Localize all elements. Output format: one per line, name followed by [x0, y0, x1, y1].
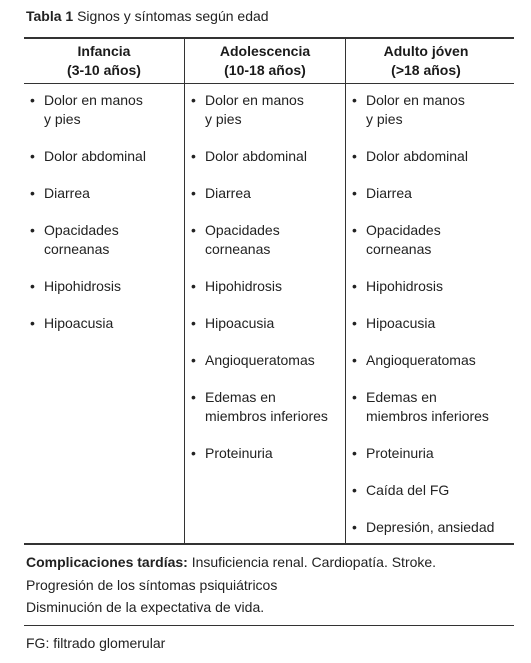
bullet-icon: •: [191, 185, 196, 201]
list-item-text: Dolor abdominal: [366, 148, 468, 164]
list-item: [191, 388, 341, 426]
list-item: [30, 277, 180, 296]
list-item: [352, 277, 502, 296]
list-item: [352, 221, 502, 259]
list-item: [191, 221, 341, 259]
complications-line-3: Disminución de la expectativa de vida.: [26, 599, 265, 615]
complications-text: Insuficiencia renal. Cardiopatía. Stroke.: [191, 554, 437, 570]
bullet-icon: •: [352, 519, 357, 535]
list-item: [352, 444, 502, 463]
bullet-icon: •: [30, 222, 35, 238]
list-item: [30, 314, 180, 333]
bullet-icon: •: [30, 92, 35, 108]
column-header-adulto: [346, 42, 506, 80]
list-item-text: miembros inferiores: [205, 408, 328, 424]
header-bottom-rule: [24, 83, 514, 84]
list-item-text: corneanas: [44, 241, 110, 257]
column-header-range: (10-18 años): [224, 62, 306, 78]
list-item: [352, 388, 502, 426]
list-item-text: Dolor en manos: [366, 92, 465, 108]
list-item-text: corneanas: [205, 241, 271, 257]
bullet-icon: •: [352, 445, 357, 461]
bullet-icon: •: [352, 278, 357, 294]
list-item-text: Hipohidrosis: [205, 278, 283, 294]
list-item-text: y pies: [44, 111, 81, 127]
list-item: [352, 184, 502, 203]
bullet-icon: •: [352, 389, 357, 405]
list-item-text: corneanas: [366, 241, 432, 257]
list-item-text: Diarrea: [205, 185, 251, 201]
list-item: [191, 184, 341, 203]
list-item-text: Opacidades: [366, 222, 441, 238]
column-header-title: Infancia: [77, 43, 131, 59]
list-item: [191, 91, 341, 129]
list-item: [191, 314, 341, 333]
list-item-text: Diarrea: [366, 185, 412, 201]
column-divider-1: [184, 38, 185, 544]
list-item-text: Depresión, ansiedad: [366, 519, 495, 535]
table-caption: [26, 8, 269, 24]
column-divider-2: [345, 38, 346, 544]
list-item-text: Diarrea: [44, 185, 90, 201]
list-item: [191, 351, 341, 370]
complications-line-1: [26, 551, 436, 574]
list-item: [352, 351, 502, 370]
list-item-text: Proteinuria: [366, 445, 434, 461]
list-item-text: y pies: [366, 111, 403, 127]
list-item: [191, 147, 341, 166]
bullet-icon: •: [352, 148, 357, 164]
bullet-icon: •: [191, 315, 196, 331]
list-item-text: Angioqueratomas: [205, 352, 315, 368]
list-item-text: Dolor abdominal: [205, 148, 307, 164]
list-item-text: Opacidades: [44, 222, 119, 238]
list-item: [191, 444, 341, 463]
bullet-icon: •: [30, 185, 35, 201]
table-bottom-rule: [24, 543, 514, 545]
column-header-title: Adolescencia: [219, 43, 311, 59]
list-item-text: Hipoacusia: [44, 315, 114, 331]
complications-label: Complicaciones tardías:: [26, 554, 188, 570]
list-item-text: Hipohidrosis: [366, 278, 444, 294]
list-item-text: Hipohidrosis: [44, 278, 122, 294]
list-item-text: Caída del FG: [366, 482, 450, 498]
list-item: [30, 221, 180, 259]
list-item: [352, 481, 502, 500]
bullet-icon: •: [191, 222, 196, 238]
list-item-text: Edemas en: [366, 389, 437, 405]
list-item: [30, 184, 180, 203]
bullet-icon: •: [191, 278, 196, 294]
bullet-icon: •: [191, 148, 196, 164]
complications-line-2: Progresión de los síntomas psiquiátricos: [26, 576, 278, 593]
column-header-range: (3-10 años): [67, 62, 141, 78]
table-number: Tabla 1: [26, 8, 74, 24]
list-item: [352, 147, 502, 166]
bullet-icon: •: [352, 222, 357, 238]
list-item: [191, 277, 341, 296]
list-item: [30, 91, 180, 129]
bullet-icon: •: [191, 389, 196, 405]
list-item-text: Dolor abdominal: [44, 148, 146, 164]
column-header-infancia: [24, 42, 184, 80]
footnote: FG: filtrado glomerular: [26, 635, 166, 651]
bullet-icon: •: [191, 92, 196, 108]
column-header-adolescencia: [185, 42, 345, 80]
bullet-icon: •: [352, 352, 357, 368]
complications-note: [26, 551, 436, 619]
bullet-icon: •: [352, 92, 357, 108]
bullet-icon: •: [30, 148, 35, 164]
bullet-icon: •: [30, 315, 35, 331]
list-item-text: Edemas en: [205, 389, 276, 405]
bullet-icon: •: [191, 445, 196, 461]
list-item: [352, 91, 502, 129]
list-item-text: Hipoacusia: [366, 315, 436, 331]
table-title: Signos y síntomas según edad: [77, 8, 269, 24]
footnote-rule: [24, 625, 514, 626]
table-top-rule: [24, 37, 514, 39]
bullet-icon: •: [352, 185, 357, 201]
list-item-text: Angioqueratomas: [366, 352, 476, 368]
list-item: [352, 518, 502, 537]
list-item-text: Hipoacusia: [205, 315, 275, 331]
bullet-icon: •: [30, 278, 35, 294]
column-header-range: (>18 años): [391, 62, 461, 78]
list-item-text: Dolor en manos: [205, 92, 304, 108]
list-item-text: y pies: [205, 111, 242, 127]
list-item-text: Opacidades: [205, 222, 280, 238]
bullet-icon: •: [352, 482, 357, 498]
bullet-icon: •: [191, 352, 196, 368]
list-item: [352, 314, 502, 333]
list-item: [30, 147, 180, 166]
column-header-title: Adulto jóven: [383, 43, 469, 59]
list-item-text: miembros inferiores: [366, 408, 489, 424]
list-item-text: Dolor en manos: [44, 92, 143, 108]
bullet-icon: •: [352, 315, 357, 331]
list-item-text: Proteinuria: [205, 445, 273, 461]
